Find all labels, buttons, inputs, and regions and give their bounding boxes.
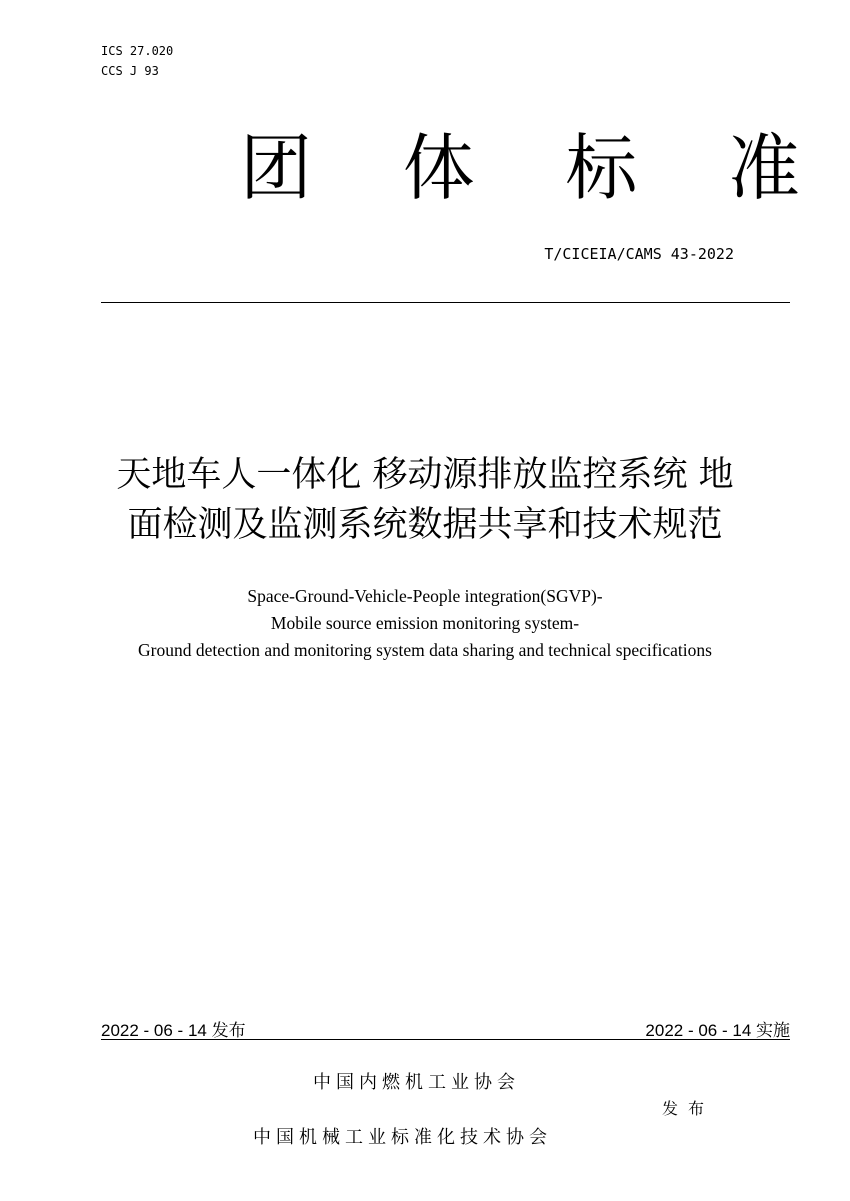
- standard-type-char: 准: [727, 126, 800, 210]
- standard-type-char: 体: [402, 126, 475, 210]
- chinese-title-line: 面检测及监测系统数据共享和技术规范: [127, 505, 723, 545]
- english-title-line: Mobile source emission monitoring system-: [270, 613, 580, 633]
- english-title-line: Ground detection and monitoring system data sharing and technical specifications: [138, 640, 712, 660]
- english-title-line: Space-Ground-Vehicle-People integration(SGVP)-: [247, 586, 603, 606]
- issuer-org-1: 中国内燃机工业协会: [313, 1072, 520, 1093]
- english-title: [40, 583, 810, 664]
- implementation-date: 2022 - 06 - 14 实施: [645, 1021, 790, 1040]
- standard-type-heading: [240, 120, 800, 216]
- classification-codes: [101, 41, 173, 81]
- ccs-code: CCS J 93: [101, 64, 159, 78]
- bottom-divider: [101, 1039, 790, 1040]
- chinese-title: [40, 450, 810, 550]
- release-date: 2022 - 06 - 14 发布: [101, 1021, 246, 1040]
- top-divider: [101, 302, 790, 303]
- standard-type-char: 团: [240, 126, 313, 210]
- issuer-org-2: 中国机械工业标准化技术协会: [253, 1127, 552, 1148]
- standard-number: T/CICEIA/CAMS 43-2022: [544, 245, 734, 263]
- publish-label: 发布: [662, 1099, 715, 1118]
- chinese-title-line: 天地车人一体化 移动源排放监控系统 地: [116, 455, 734, 495]
- standard-type-char: 标: [565, 126, 638, 210]
- ics-code: ICS 27.020: [101, 44, 174, 58]
